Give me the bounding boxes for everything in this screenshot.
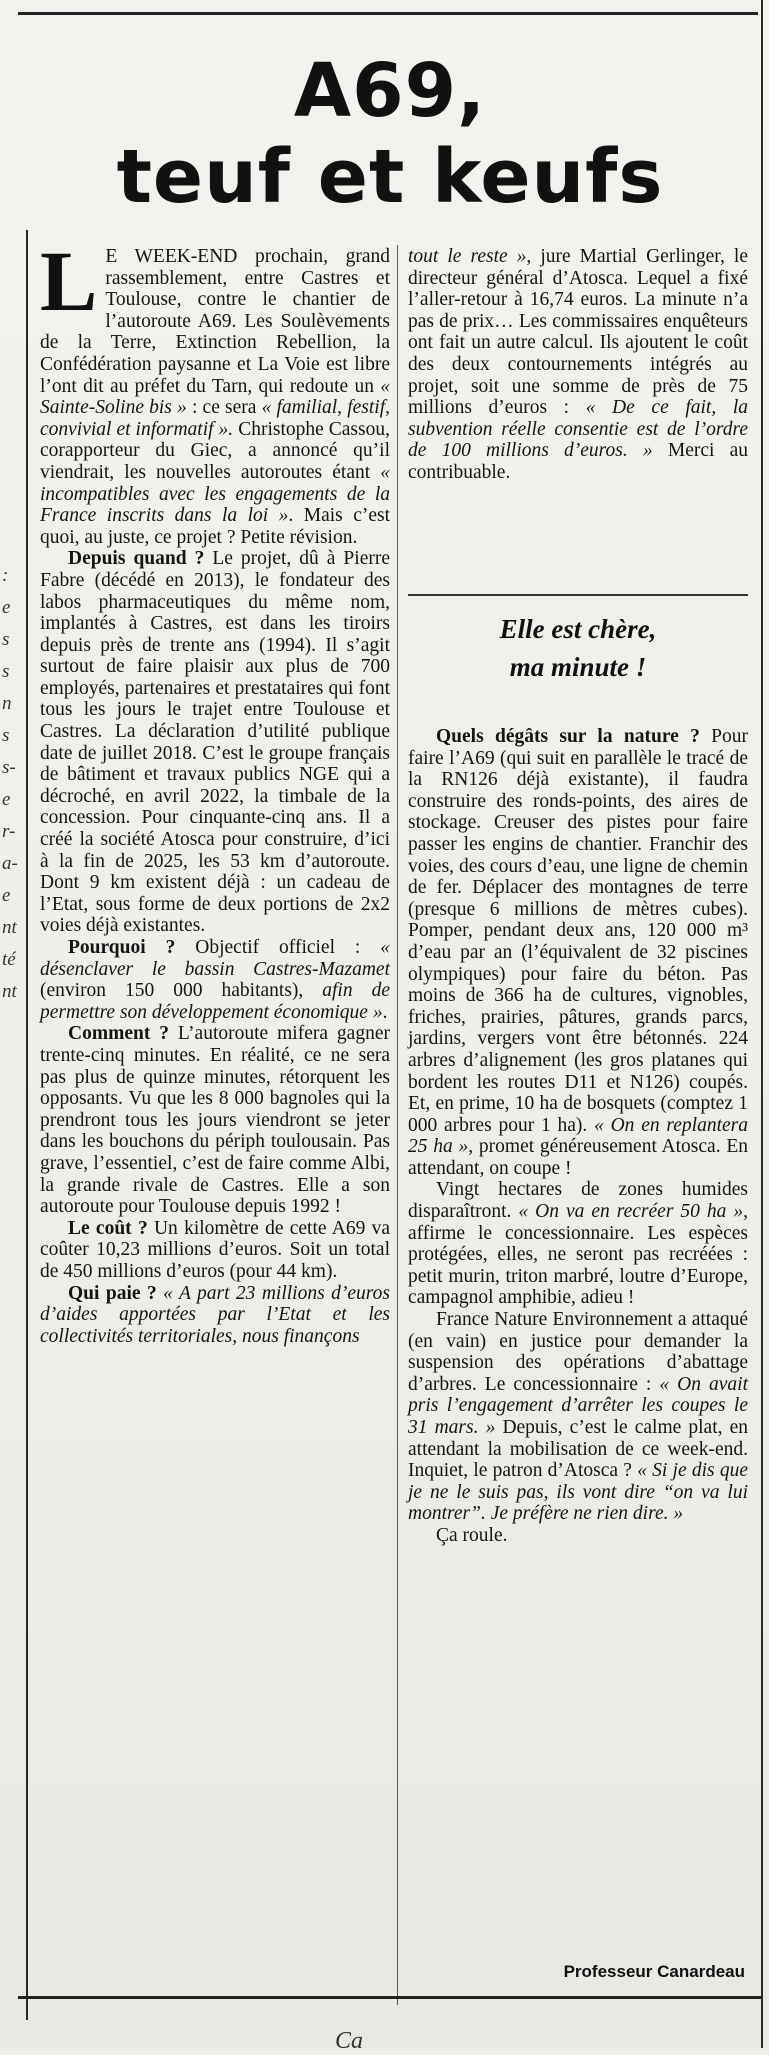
headline xyxy=(40,48,740,220)
edge-fragment: s xyxy=(2,629,10,650)
top-rule xyxy=(18,12,758,15)
edge-fragment: n xyxy=(2,693,12,714)
author-signature: Professeur Canardeau xyxy=(563,1962,745,1981)
section-label: Depuis quand ? xyxy=(68,548,205,570)
article-column-2-top xyxy=(408,246,748,484)
edge-fragment: e xyxy=(2,885,11,906)
edge-fragment: s xyxy=(2,661,10,682)
edge-fragment: s xyxy=(2,725,10,746)
edge-fragment: s- xyxy=(2,757,16,778)
section-le-cout: Le coût ? Un kilomètre de cette A69 va coûter 10,23 millions d’euros. Soit un total de 450 millions d’euros (pour 44 km). xyxy=(40,1217,390,1282)
dropcap: L xyxy=(40,233,98,329)
section-label: Pourquoi ? xyxy=(68,937,176,958)
section-label: Comment ? xyxy=(68,1023,169,1045)
right-column-rule xyxy=(761,0,763,2048)
edge-fragment: e xyxy=(2,597,11,618)
left-edge-fragments xyxy=(0,560,22,1180)
article-column-2-bottom xyxy=(408,726,748,1547)
middle-column-rule xyxy=(397,245,398,2005)
left-column-rule xyxy=(26,230,28,2020)
section-pourquoi: Pourquoi ? Objectif officiel : « désenclaver le bassin Castres-Mazamet (environ 150 000 habitants), afin de permettre son développement économique ». xyxy=(40,937,390,1023)
headline-line-1: A69, xyxy=(293,48,487,134)
headline-line-2: teuf et keufs xyxy=(116,134,664,220)
section-label: Le coût ? xyxy=(68,1217,148,1239)
continued-paragraph: tout le reste », jure Martial Gerlinger, le directeur général d’Atosca. Lequel a fixé l’aller-retour à 16,74 euros. La minute n’a pas de prix… Les commissaires enquêteurs ont fait un autre calcul. Ils ajoutent le coût des deux contournements intégrés au projet, soit une somme de près de 75 millions d’euros : « De ce fait, la subvention réelle consentie est de l’ordre de 100 millions d’euros. » Merci au contribuable. xyxy=(408,246,749,483)
edge-fragment: e xyxy=(2,789,11,810)
section-label: Qui paie ? xyxy=(68,1282,157,1304)
edge-fragment: té xyxy=(2,949,16,970)
box-separator xyxy=(408,594,748,596)
section-comment: Comment ? L’autoroute mifera gagner trente-cinq minutes. En réalité, ce ne sera pas plus de quinze minutes, rétorquent les opposants. Vu que les 8 000 bagnoles qui la prendront tous les jours viendront se jeter dans les bouchons du périph toulousain. Pas grave, l’essentiel, c’est de faire comme Albi, la grande rivale de Castres. Elle a son autoroute pour Toulouse depuis 1992 ! xyxy=(40,1023,390,1218)
section-depuis-quand: Depuis quand ? Le projet, dû à Pierre Fabre (décédé en 2013), le fondateur des labos pharmaceutiques du même nom, implantés à Castres, est dans les tiroirs depuis près de trente ans (1994). Il s’agit surtout de faire plaisir aux plus de 700 employés, partenaires et prestataires qui font tous les jours le trajet entre Toulouse et Castres. La déclaration d’utilité publique date de juillet 2018. C’est le groupe français de bâtiment et travaux publics NGE qui a décroché, en avril 2022, la timbale de la concession. Pour cinquante-cinq ans. Il a créé la société Atosca pour construire, d’ici à la fin de 2025, les 53 km d’autoroute. Dont 9 km existent déjà : un cadeau de l’Etat, sous forme de deux portions de 2x2 voies déjà existantes. xyxy=(40,548,390,937)
section-label: Quels dégâts sur la nature ? xyxy=(436,726,700,747)
paragraph-ca-roule: Ça roule. xyxy=(436,1524,508,1546)
article-column-1 xyxy=(40,233,391,1347)
edge-fragment: a- xyxy=(2,853,18,874)
bottom-rule xyxy=(18,1996,763,1999)
inset-title: Elle est chère, ma minute ! xyxy=(499,614,657,682)
edge-fragment: r- xyxy=(2,821,16,842)
edge-fragment: : xyxy=(2,565,9,586)
edge-fragment: nt xyxy=(2,981,17,1002)
paragraph-fne: France Nature Environnement a attaqué (en vain) en justice pour demander la suspension des opérations d’abattage d’arbres. Le concessionnaire : « On avait pris l’engagement d’arrêter les coupes le 31 mars. » Depuis, c’est le calme plat, en attendant la mobilisation de ce week-end. Inquiet, le patron d’Atosca ? « Si je dis que je ne le suis pas, ils vont dire “on va lui montrer”. Je préfère ne rien dire. » xyxy=(408,1309,749,1525)
edge-fragment: nt xyxy=(2,917,17,938)
section-degats: Quels dégâts sur la nature ? Pour faire l’A69 (qui suit en parallèle le tracé de la RN126 déjà existante), il faudra construire des ronds-points, des aires de stockage. Creuser des pistes pour faire passer les engins de chantier. Franchir des voies, des cours d’eau, une ligne de chemin de fer. Déplacer des montagnes de terre (presque 6 millions de mètres cubes). Pomper, pendant deux ans, 120 000 m³ d’eau par an (l’équivalent de 32 piscines olympiques) pour faire du béton. Pas moins de 366 ha de cultures, vignobles, friches, prairies, pâtures, grands parcs, jardins, vergers vont être bétonnés. 224 arbres d’alignement (les gros platanes qui bordent les routes D11 et N126) coupés. Et, en prime, 10 ha de bosquets (comptez 1 000 arbres pour 1 ha). « On en replantera 25 ha », promet généreusement Atosca. En attendant, on coupe ! xyxy=(408,726,748,1179)
footer-logo-fragment: Ca xyxy=(335,2028,364,2054)
intro-paragraph: L E WEEK-END prochain, grand rassemblement, entre Castres et Toulouse, contre le chantier de l’autoroute A69. Les Soulèvements de la Terre, Extinction Rebellion, la Confédération paysanne et La Voie est libre l’ont dit au préfet du Tarn, qui redoute un « Sainte-Soline bis » : ce sera « familial, festif, convivial et informatif ». Christophe Cassou, corapporteur du Giec, a annoncé qu’il viendrait, les nouvelles autoroutes étant « incompatibles avec les engagements de la France inscrits dans la loi ». Mais c’est quoi, au juste, ce projet ? Petite révision. xyxy=(40,233,391,548)
paragraph-zones-humides: Vingt hectares de zones humides disparaîtront. « On va en recréer 50 ha », affirme le concessionnaire. Les espèces protégées, elles, ne seront pas recréées : petit murin, triton marbré, loutre d’Europe, campagnol amphibie, adieu ! xyxy=(408,1179,748,1309)
section-qui-paie: Qui paie ? « A part 23 millions d’euros d’aides apportées par l’Etat et les collectivités territoriales, nous finançons xyxy=(40,1282,390,1347)
